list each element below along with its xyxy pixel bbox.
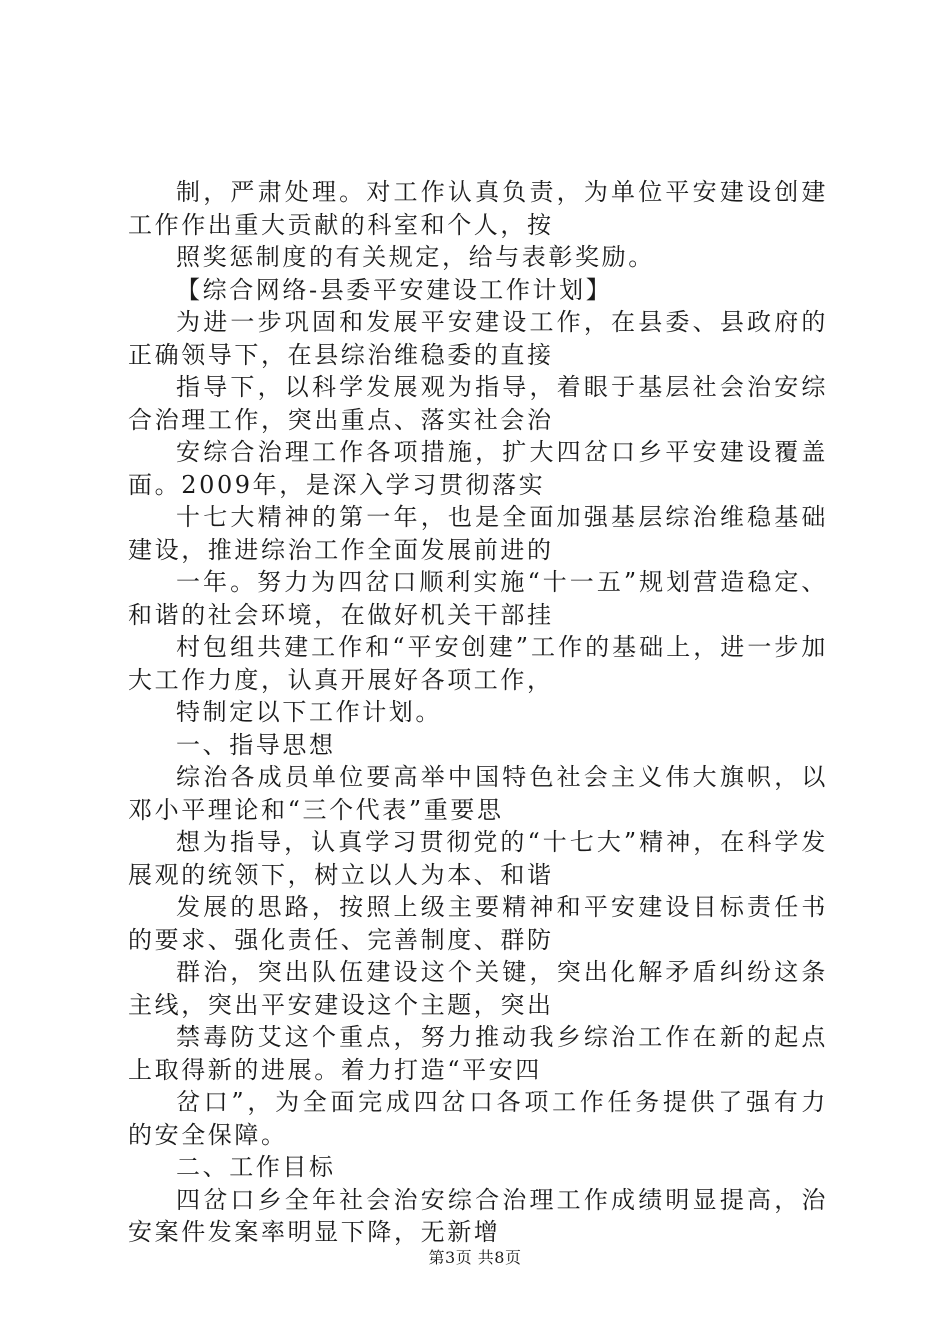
text-line: 一年。努力为四岔口顺利实施“十一五”规划营造稳定、和谐的社会环境，在做好机关干部挂 bbox=[128, 568, 828, 629]
text-line: 岔口”，为全面完成四岔口各项工作任务提供了强有力的安全保障。 bbox=[128, 1088, 828, 1149]
text-line: 指导下，以科学发展观为指导，着眼于基层社会治安综合治理工作，突出重点、落实社会治 bbox=[128, 373, 828, 434]
section-heading: 【综合网络-县委平安建设工作计划】 bbox=[176, 275, 613, 304]
text-line: 综治各成员单位要高举中国特色社会主义伟大旗帜，以邓小平理论和“三个代表”重要思 bbox=[128, 763, 828, 824]
document-body bbox=[128, 176, 828, 1249]
page-number: 第3页 共8页 bbox=[428, 1248, 522, 1267]
text-line: 发展的思路，按照上级主要精神和平安建设目标责任书的要求、强化责任、完善制度、群防 bbox=[128, 893, 828, 954]
text-line: 制，严肃处理。对工作认真负责，为单位平安建设创建工作作出重大贡献的科室和个人，按 bbox=[128, 178, 828, 239]
text-line: 为进一步巩固和发展平安建设工作，在县委、县政府的正确领导下，在县综治维稳委的直接 bbox=[128, 308, 828, 369]
text-line: 十七大精神的第一年，也是全面加强基层综治维稳基础建设，推进综治工作全面发展前进的 bbox=[128, 503, 828, 564]
text-line: 想为指导，认真学习贯彻党的“十七大”精神，在科学发展观的统领下，树立以人为本、和谐 bbox=[128, 828, 828, 889]
page-footer bbox=[0, 1245, 950, 1268]
text-line: 四岔口乡全年社会治安综合治理工作成绩明显提高，治安案件发案率明显下降，无新增 bbox=[128, 1185, 828, 1246]
text-line: 村包组共建工作和“平安创建”工作的基础上，进一步加大工作力度，认真开展好各项工作， bbox=[128, 633, 828, 694]
text-line: 安综合治理工作各项措施，扩大四岔口乡平安建设覆盖面。2009年，是深入学习贯彻落实 bbox=[128, 438, 828, 499]
section-heading: 一、指导思想 bbox=[176, 730, 336, 759]
text-line: 特制定以下工作计划。 bbox=[176, 698, 442, 726]
text-line: 照奖惩制度的有关规定，给与表彰奖励。 bbox=[176, 243, 655, 271]
section-heading: 二、工作目标 bbox=[176, 1153, 336, 1181]
text-line: 群治，突出队伍建设这个关键，突出化解矛盾纠纷这条主线，突出平安建设这个主题，突出 bbox=[128, 958, 828, 1019]
text-line: 禁毒防艾这个重点，努力推动我乡综治工作在新的起点上取得新的进展。着力打造“平安四 bbox=[128, 1023, 828, 1084]
